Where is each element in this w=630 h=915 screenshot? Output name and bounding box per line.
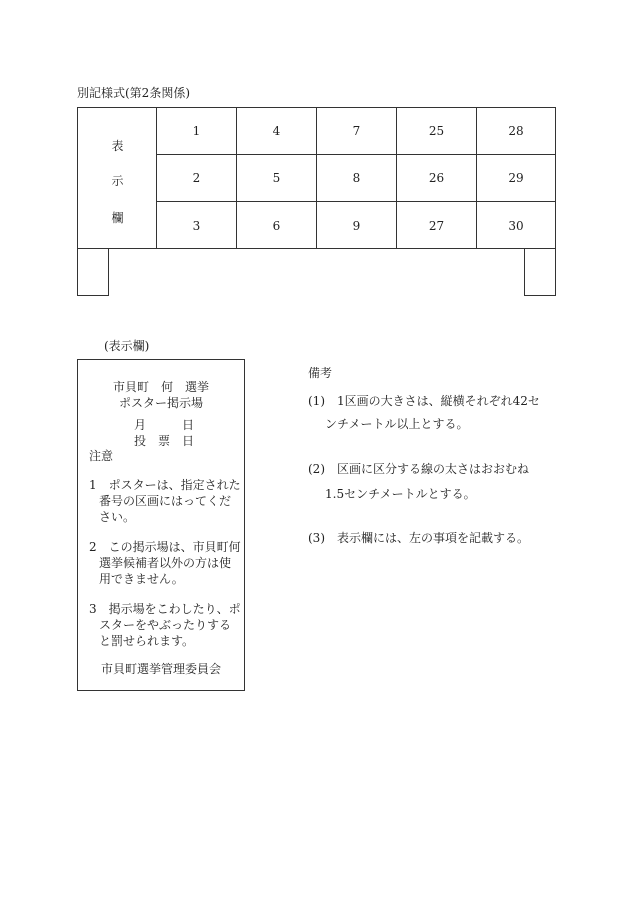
board-subheading: ポスター掲示場 [118, 396, 203, 410]
notice-item-3: スターをやぶったりする [99, 618, 232, 632]
remark-1: (1) 1区画の大きさは、縦横それぞれ42セ [308, 394, 540, 408]
section-cell: 6 [237, 202, 317, 249]
board-caption: (表示欄) [104, 339, 150, 353]
section-cell: 1 [157, 108, 237, 155]
section-cell: 29 [477, 155, 555, 202]
notice-item-2: 用できません。 [99, 572, 184, 586]
poster-section-grid [77, 107, 556, 249]
section-cell: 28 [477, 108, 555, 155]
notice-item-2: 2 この掲示場は、市貝町何 [89, 540, 241, 554]
display-label-column [78, 108, 157, 248]
notice-item-1: 1 ポスターは、指定された [89, 478, 241, 492]
section-cell: 26 [397, 155, 477, 202]
label-char: 示 [111, 174, 124, 188]
label-char: 表 [111, 139, 124, 153]
section-cell: 30 [508, 218, 524, 233]
date-line: 月 日 [134, 418, 195, 432]
section-cell: 7 [317, 108, 397, 155]
remark-2: (2) 区画に区分する線の太さはおおむね [308, 462, 529, 476]
notice-title: 注意 [89, 449, 114, 463]
section-cell: 9 [317, 202, 397, 249]
section-cell: 5 [237, 155, 317, 202]
remark-2: 1.5センチメートルとする。 [325, 487, 476, 501]
notice-item-2: 選挙候補者以外の方は使 [99, 556, 232, 570]
section-cell: 25 [397, 108, 477, 155]
committee-name: 市貝町選挙管理委員会 [100, 662, 221, 676]
board-leg-right [524, 248, 556, 296]
section-cell: 3 [157, 202, 237, 249]
form-title: 別記様式(第2条関係) [77, 86, 190, 100]
remark-1: ンチメートル以上とする。 [325, 417, 469, 431]
board-heading: 市貝町 何 選挙 [112, 380, 209, 394]
remark-3: (3) 表示欄には、左の事項を記載する。 [308, 531, 529, 545]
board-leg-left [77, 248, 109, 296]
section-cell: 27 [397, 202, 477, 249]
remarks-title: 備考 [308, 366, 333, 380]
section-cell: 2 [157, 155, 237, 202]
notice-item-3: 3 掲示場をこわしたり、ポ [89, 602, 241, 616]
label-char: 欄 [111, 211, 124, 225]
notice-item-1: 番号の区画にはってくだ [99, 494, 232, 508]
notice-item-1: さい。 [99, 510, 136, 524]
section-cell: 4 [237, 108, 317, 155]
vote-day-line: 投 票 日 [134, 434, 195, 448]
section-cell: 8 [317, 155, 397, 202]
notice-item-3: と罰せられます。 [99, 634, 195, 648]
display-notice-box [77, 359, 245, 691]
